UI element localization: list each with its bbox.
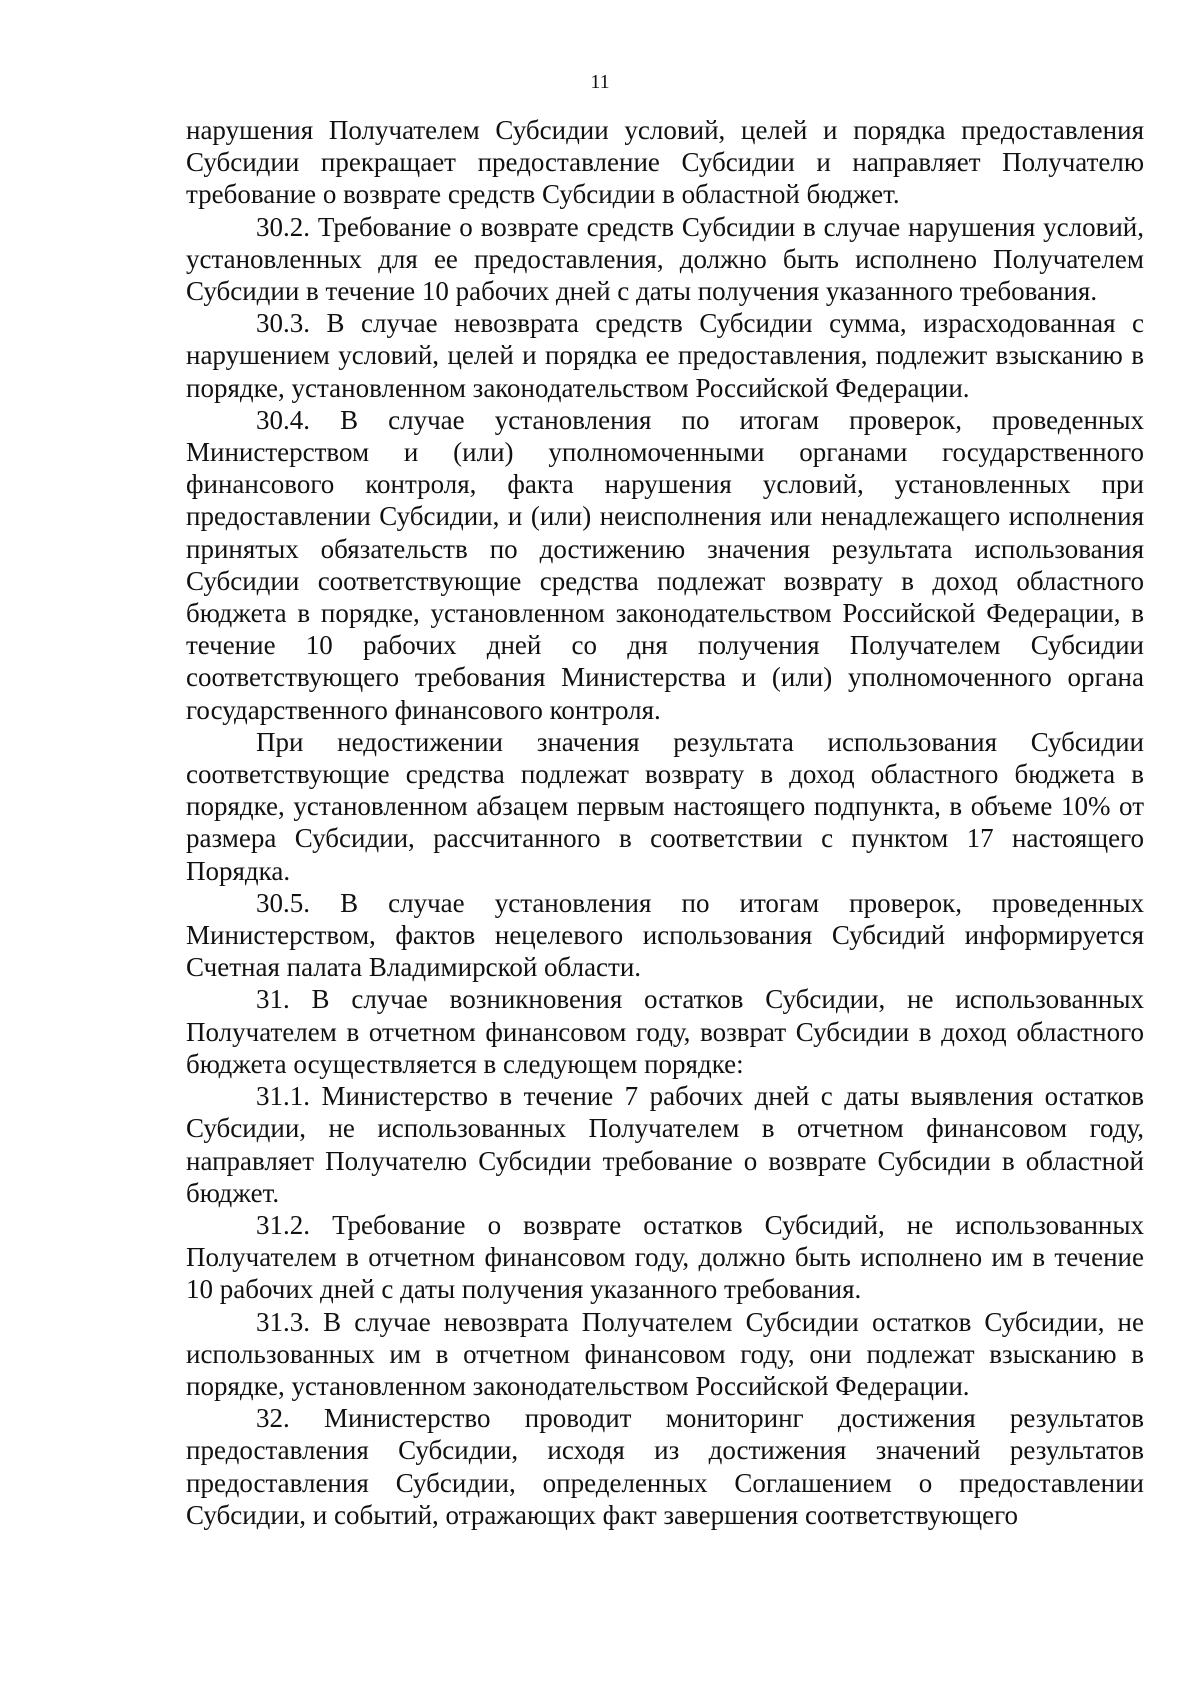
paragraph-31-2: 31.2. Требование о возврате остатков Субсидий, не использованных Получателем в отчетном финансовом году, должно быть исполнено им в течение 10 рабочих дней с даты получения указанного требования. bbox=[186, 1209, 1144, 1305]
paragraph-30-5: 30.5. В случае установления по итогам проверок, проведенных Министерством, фактов нецелевого использования Субсидий информируется Счетная палата Владимирской области. bbox=[186, 887, 1144, 983]
paragraph-32: 32. Министерство проводит мониторинг достижения результатов предоставления Субсидии, исходя из достижения значений результатов предоставления Субсидии, определенных Соглашением о предоставлении Субсидии, и событий, отражающих факт завершения соответствующего bbox=[186, 1403, 1144, 1530]
page-number: 11 bbox=[590, 71, 610, 93]
document-body bbox=[186, 114, 1144, 1531]
paragraph-continuation: нарушения Получателем Субсидии условий, целей и порядка предоставления Субсидии прекращает предоставление Субсидии и направляет Получателю требование о возврате средств Субсидии в областной бюджет. bbox=[186, 115, 1144, 210]
paragraph-30-4-second: При недостижении значения результата использования Субсидии соответствующие средства подлежат возврату в доход областного бюджета в порядке, установленном абзацем первым настоящего подпункта, в объеме 10% от размера Субсидии, рассчитанного в соответствии с пунктом 17 настоящего Порядка. bbox=[186, 726, 1144, 886]
paragraph-31-3: 31.3. В случае невозврата Получателем Субсидии остатков Субсидии, не использованных им в отчетном финансовом году, они подлежат взысканию в порядке, установленном законодательством Российской Федерации. bbox=[186, 1306, 1144, 1401]
paragraph-31: 31. В случае возникновения остатков Субсидии, не использованных Получателем в отчетном финансовом году, возврат Субсидии в доход областного бюджета осуществляется в следующем порядке: bbox=[186, 984, 1144, 1079]
paragraph-31-1: 31.1. Министерство в течение 7 рабочих дней с даты выявления остатков Субсидии, не использованных Получателем в отчетном финансовом году, направляет Получателю Субсидии требование о возврате Субсидии в областной бюджет. bbox=[186, 1081, 1144, 1208]
paragraph-30-4: 30.4. В случае установления по итогам проверок, проведенных Министерством и (или) уполномоченными органами государственного финансового контроля, факта нарушения условий, установленных при предоставлении Субсидии, и (или) неисполнения или ненадлежащего исполнения принятых обязательств по достижению значения результата использования Субсидии соответствующие средства подлежат возврату в доход областного бюджета в порядке, установленном законодательством Российской Федерации, в течение 10 рабочих дней со дня получения Получателем Субсидии соответствующего требования Министерства и (или) уполномоченного органа государственного финансового контроля. bbox=[186, 404, 1144, 725]
paragraph-30-2: 30.2. Требование о возврате средств Субсидии в случае нарушения условий, установленных для ее предоставления, должно быть исполнено Получателем Субсидии в течение 10 рабочих дней с даты получения указанного требования. bbox=[186, 211, 1144, 307]
paragraph-30-3: 30.3. В случае невозврата средств Субсидии сумма, израсходованная с нарушением условий, целей и порядка ее предоставления, подлежит взысканию в порядке, установленном законодательством Российской Федерации. bbox=[186, 308, 1144, 403]
